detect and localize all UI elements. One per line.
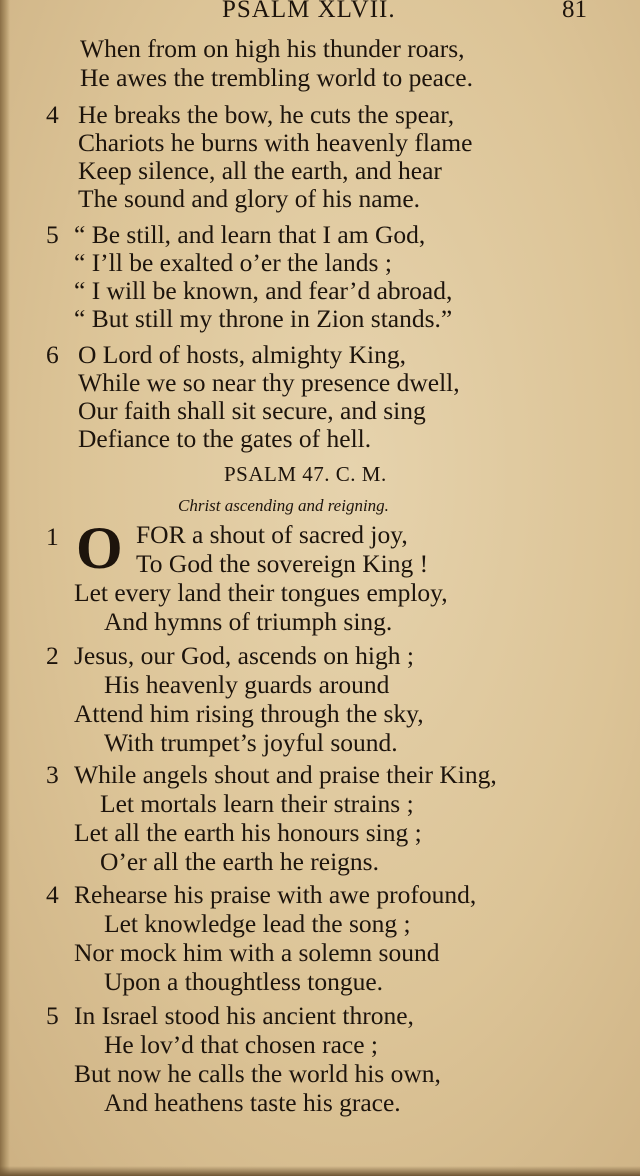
verse-line: O’er all the earth he reigns. <box>100 847 379 876</box>
verse-line: With trumpet’s joyful sound. <box>104 728 398 757</box>
stanza-number: 3 <box>46 760 59 789</box>
verse-line: Our faith shall sit secure, and sing <box>78 396 426 425</box>
stanza-number: 5 <box>46 220 59 249</box>
psalm-heading: PSALM 47. C. M. <box>224 462 387 486</box>
verse-line: He lov’d that chosen race ; <box>104 1030 379 1059</box>
verse-line: And hymns of triumph sing. <box>104 607 393 636</box>
verse-line: FOR a shout of sacred joy, <box>136 520 408 549</box>
stanza-number: 4 <box>46 100 59 129</box>
page-number: 81 <box>562 0 587 23</box>
stanza-number: 1 <box>46 522 59 551</box>
verse-line: Chariots he burns with heavenly flame <box>78 128 473 157</box>
verse-line: Attend him rising through the sky, <box>74 699 424 728</box>
verse-line: The sound and glory of his name. <box>78 184 421 213</box>
verse-line: “ I will be known, and fear’d abroad, <box>74 276 453 305</box>
verse-line: Defiance to the gates of hell. <box>78 424 372 453</box>
verse-line: Let all the earth his honours sing ; <box>74 818 422 847</box>
running-head-title: PSALM XLVII. <box>222 0 396 23</box>
verse-line: “ But still my throne in Zion stands.” <box>74 304 453 333</box>
running-head <box>0 0 640 26</box>
verse-line: While angels shout and praise their King, <box>74 760 497 789</box>
verse-line: “ Be still, and learn that I am God, <box>74 220 426 249</box>
verse-line: But now he calls the world his own, <box>74 1059 441 1088</box>
verse-line: Nor mock him with a solemn sound <box>74 938 440 967</box>
verse-line: In Israel stood his ancient throne, <box>74 1001 414 1030</box>
page-bottom-shadow <box>0 1166 640 1176</box>
verse-line: O Lord of hosts, almighty King, <box>78 340 406 369</box>
verse-line: Let every land their tongues employ, <box>74 578 448 607</box>
verse-line: His heavenly guards around <box>104 670 390 699</box>
verse-line: Upon a thoughtless tongue. <box>104 967 384 996</box>
stanza-number: 6 <box>46 340 59 369</box>
verse-line: He awes the trembling world to peace. <box>80 63 473 92</box>
verse-line: Let mortals learn their strains ; <box>100 789 414 818</box>
verse-line: Let knowledge lead the song ; <box>104 909 411 938</box>
stanza-number: 2 <box>46 641 59 670</box>
verse-line: While we so near thy presence dwell, <box>78 368 460 397</box>
verse-line: Keep silence, all the earth, and hear <box>78 156 442 185</box>
verse-line: Rehearse his praise with awe profound, <box>74 880 477 909</box>
stanza-number: 4 <box>46 880 59 909</box>
verse-line: Jesus, our God, ascends on high ; <box>74 641 414 670</box>
verse-line: When from on high his thunder roars, <box>80 34 465 63</box>
verse-line: He breaks the bow, he cuts the spear, <box>78 100 455 129</box>
drop-cap: O <box>76 515 123 581</box>
verse-line: “ I’ll be exalted o’er the lands ; <box>74 248 392 277</box>
page-binding-shadow <box>0 0 10 1176</box>
psalm-subtitle: Christ ascending and reigning. <box>178 496 389 515</box>
verse-line: And heathens taste his grace. <box>104 1088 401 1117</box>
verse-line: To God the sovereign King ! <box>136 549 429 578</box>
stanza-number: 5 <box>46 1001 59 1030</box>
